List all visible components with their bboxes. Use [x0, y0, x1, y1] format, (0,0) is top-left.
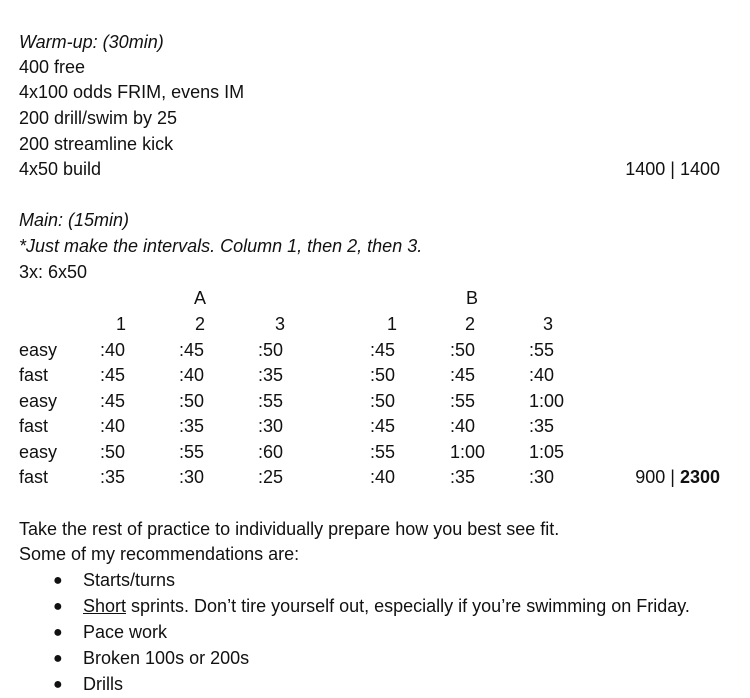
- interval-cell: :30: [258, 416, 284, 436]
- bullet-icon: ●: [53, 572, 63, 589]
- interval-cell: :45: [100, 365, 126, 385]
- interval-cell: 1:00: [450, 442, 486, 462]
- interval-cell: :40: [529, 365, 555, 385]
- interval-cell: :50: [370, 391, 396, 411]
- list-item: [83, 569, 175, 591]
- interval-cell: :40: [100, 340, 126, 360]
- interval-cell: :25: [258, 467, 284, 487]
- main-yardage: [635, 466, 720, 488]
- underlined-word: Short: [83, 596, 127, 616]
- warmup-line: 400 free: [19, 57, 86, 77]
- col-header: 1: [386, 314, 398, 334]
- warmup-line: 200 streamline kick: [19, 134, 174, 154]
- col-header: 2: [464, 314, 476, 334]
- row-label: easy: [19, 442, 58, 462]
- warmup-line: 200 drill/swim by 25: [19, 108, 178, 128]
- col-header: 1: [115, 314, 127, 334]
- list-item: [83, 647, 249, 669]
- bullet-icon: ●: [53, 650, 63, 667]
- col-header: 2: [194, 314, 206, 334]
- total-yardage: 2300: [679, 467, 720, 487]
- list-item: [83, 673, 123, 695]
- interval-cell: :40: [179, 365, 205, 385]
- main-set: 3x: 6x50: [19, 262, 88, 282]
- interval-cell: :30: [529, 467, 555, 487]
- interval-cell: :35: [100, 467, 126, 487]
- list-item-text: Starts/turns: [83, 570, 176, 590]
- interval-cell: 1:00: [529, 391, 565, 411]
- interval-cell: :40: [370, 467, 396, 487]
- list-item-text: sprints. Don’t tire yourself out, especially if you’re swimming on Friday.: [126, 596, 690, 616]
- interval-cell: :35: [179, 416, 205, 436]
- interval-cell: :55: [258, 391, 284, 411]
- interval-cell: :30: [179, 467, 205, 487]
- bullet-icon: ●: [53, 598, 63, 615]
- row-label: fast: [19, 467, 49, 487]
- closing-line: Take the rest of practice to individually prepare how you best see fit.: [19, 519, 560, 539]
- warmup-heading: Warm-up: (30min): [19, 32, 164, 52]
- interval-cell: :35: [258, 365, 284, 385]
- interval-cell: :45: [450, 365, 476, 385]
- col-header: 3: [542, 314, 554, 334]
- warmup-line: 4x100 odds FRIM, evens IM: [19, 82, 245, 102]
- row-label: easy: [19, 391, 58, 411]
- interval-cell: :50: [179, 391, 205, 411]
- interval-cell: :55: [179, 442, 205, 462]
- row-label: fast: [19, 365, 49, 385]
- interval-cell: :35: [529, 416, 555, 436]
- list-item: [83, 595, 690, 617]
- group-b-label: B: [465, 288, 479, 308]
- interval-cell: :45: [370, 416, 396, 436]
- interval-cell: :40: [100, 416, 126, 436]
- main-heading: Main: (15min): [19, 210, 130, 230]
- closing-line: Some of my recommendations are:: [19, 544, 300, 564]
- interval-cell: :45: [100, 391, 126, 411]
- row-label: fast: [19, 416, 49, 436]
- interval-cell: :60: [258, 442, 284, 462]
- interval-cell: :55: [450, 391, 476, 411]
- interval-cell: :55: [529, 340, 555, 360]
- bullet-icon: ●: [53, 676, 63, 693]
- col-header: 3: [274, 314, 286, 334]
- list-item: [83, 621, 167, 643]
- list-item-text: Pace work: [83, 622, 168, 642]
- bullet-icon: ●: [53, 624, 63, 641]
- interval-cell: :35: [450, 467, 476, 487]
- interval-cell: :50: [450, 340, 476, 360]
- interval-cell: :40: [450, 416, 476, 436]
- row-label: easy: [19, 340, 58, 360]
- interval-cell: :55: [370, 442, 396, 462]
- interval-cell: 1:05: [529, 442, 565, 462]
- list-item-text: Broken 100s or 200s: [83, 648, 250, 668]
- interval-cell: :50: [100, 442, 126, 462]
- interval-cell: :45: [179, 340, 205, 360]
- warmup-yardage: 1400 | 1400: [625, 159, 720, 179]
- group-a-label: A: [193, 288, 207, 308]
- warmup-line: 4x50 build: [19, 159, 102, 179]
- interval-cell: :50: [370, 365, 396, 385]
- interval-cell: :45: [370, 340, 396, 360]
- list-item-text: Drills: [83, 674, 123, 694]
- set-yardage: 900 |: [635, 467, 680, 487]
- interval-cell: :50: [258, 340, 284, 360]
- main-note: *Just make the intervals. Column 1, then 2, then 3.: [19, 236, 423, 256]
